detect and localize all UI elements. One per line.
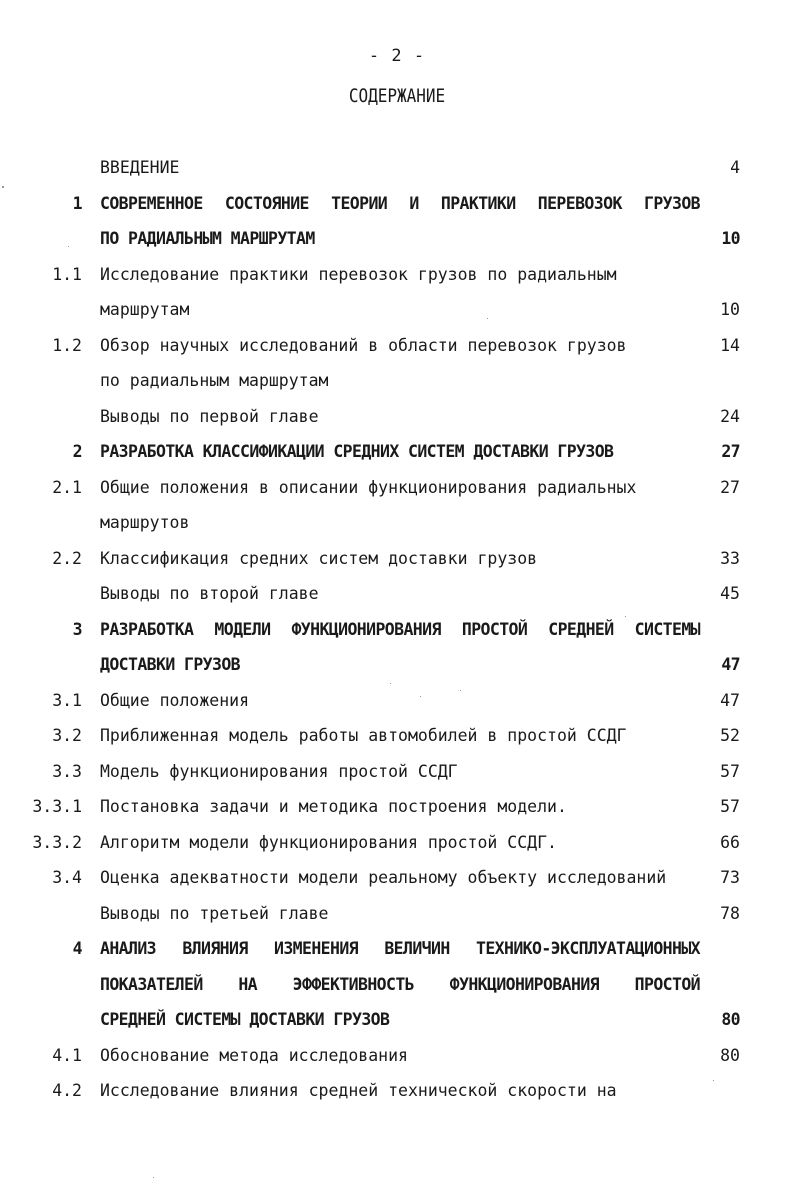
toc-entry-title: Алгоритм модели функционирования простой ССДГ. bbox=[100, 832, 557, 852]
toc-entry-number: 3.3.2 bbox=[32, 832, 82, 852]
toc-entry-title: ВВЕДЕНИЕ bbox=[100, 158, 180, 177]
toc-entry-number: 3.1 bbox=[52, 690, 82, 710]
toc-entry-title: Постановка задачи и методика построения модели. bbox=[100, 797, 567, 816]
scan-speck bbox=[390, 683, 391, 684]
toc-entry-page: 57 bbox=[720, 797, 740, 816]
toc-entry bbox=[0, 470, 794, 506]
toc-entry-title: Оценка адекватности модели реальному объекту исследований bbox=[100, 868, 667, 887]
scan-speck bbox=[153, 1177, 154, 1178]
toc-entry-title: Общие положения в описании функционирования радиальных bbox=[100, 477, 637, 497]
toc-entry-number: 3 bbox=[72, 619, 82, 639]
toc-entry-page: 45 bbox=[720, 584, 740, 603]
scan-speck bbox=[625, 616, 626, 617]
toc-entry-title: РАЗРАБОТКА КЛАССИФИКАЦИИ СРЕДНИХ СИСТЕМ ДОСТАВКИ ГРУЗОВ bbox=[100, 442, 614, 461]
toc-entry-number: 4.1 bbox=[52, 1045, 82, 1065]
toc-entry-page: 78 bbox=[720, 903, 740, 923]
toc-entry-number: 3.3.1 bbox=[32, 797, 82, 816]
toc-entry-page: 47 bbox=[720, 690, 740, 710]
toc-entry-title: Исследование влияния средней технической скорости на bbox=[100, 1081, 617, 1100]
toc-entry-title: Обоснование метода исследования bbox=[100, 1045, 408, 1065]
toc-entry bbox=[0, 541, 794, 577]
toc-entry bbox=[0, 647, 794, 683]
toc-entry-title: АНАЛИЗ ВЛИЯНИЯ ИЗМЕНЕНИЯ ВЕЛИЧИН ТЕХНИКО-ЭКСПЛУАТАЦИОННЫХ bbox=[100, 939, 700, 958]
toc-entry bbox=[0, 967, 794, 1003]
toc-entry-number: 2.1 bbox=[52, 477, 82, 497]
toc-entry-title: СРЕДНЕЙ СИСТЕМЫ ДОСТАВКИ ГРУЗОВ bbox=[100, 1010, 390, 1029]
toc-entry bbox=[0, 1002, 794, 1038]
toc-entry-number: 1.1 bbox=[52, 264, 82, 284]
toc-entry-page: 52 bbox=[720, 726, 740, 745]
toc-entry-title: Модель функционирования простой ССДГ bbox=[100, 761, 458, 781]
toc-entry-title: маршрутов bbox=[100, 513, 190, 532]
toc-entry bbox=[0, 363, 794, 399]
toc-entry bbox=[0, 328, 794, 364]
toc-entry-number: 4.2 bbox=[52, 1081, 82, 1100]
toc-entry-page: 14 bbox=[720, 335, 740, 355]
toc-entry bbox=[0, 896, 794, 932]
toc-entry-title: Выводы по второй главе bbox=[100, 584, 319, 603]
toc-entry-number: 2 bbox=[72, 442, 82, 461]
toc-entry bbox=[0, 150, 794, 186]
toc-entry-number: 2.2 bbox=[52, 548, 82, 568]
scan-speck bbox=[2, 186, 4, 188]
toc-entry bbox=[0, 257, 794, 293]
toc-entry-number: 3.3 bbox=[52, 761, 82, 781]
toc-entry-title: Выводы по первой главе bbox=[100, 406, 319, 426]
toc-entry-page: 27 bbox=[720, 477, 740, 497]
toc-entry-title: ДОСТАВКИ ГРУЗОВ bbox=[100, 655, 241, 674]
toc-entry-page: 73 bbox=[720, 868, 740, 887]
toc-entry-number: 3.2 bbox=[52, 726, 82, 745]
toc-entry-page: 24 bbox=[720, 406, 740, 426]
toc-entry-number: 4 bbox=[72, 939, 82, 958]
toc-entry bbox=[0, 434, 794, 470]
toc-entry-page: 47 bbox=[721, 655, 740, 674]
toc-entry-title: Исследование практики перевозок грузов по радиальным bbox=[100, 264, 617, 284]
toc-entry bbox=[0, 505, 794, 541]
toc-entry bbox=[0, 1038, 794, 1074]
toc-entry-page: 10 bbox=[720, 300, 740, 319]
toc-entry-page: 80 bbox=[720, 1045, 740, 1065]
toc-entry-number: 3.4 bbox=[52, 868, 82, 887]
toc-entry-title: Приближенная модель работы автомобилей в простой ССДГ bbox=[100, 726, 627, 745]
toc-entry bbox=[0, 186, 794, 222]
toc-entry bbox=[0, 292, 794, 328]
toc-entry bbox=[0, 683, 794, 719]
toc-entry bbox=[0, 789, 794, 825]
toc-entry-number: 1.2 bbox=[52, 335, 82, 355]
toc-entry-title: Выводы по третьей главе bbox=[100, 903, 329, 923]
toc-entry-title: по радиальным маршрутам bbox=[100, 371, 329, 390]
toc-entry bbox=[0, 612, 794, 648]
toc-entry-title: ПО РАДИАЛЬНЫМ МАРШРУТАМ bbox=[100, 229, 315, 248]
scan-speck bbox=[68, 246, 69, 247]
toc-entry-number: 1 bbox=[72, 193, 82, 213]
toc-entry-page: 66 bbox=[720, 832, 740, 852]
toc-entry bbox=[0, 860, 794, 896]
toc-title: СОДЕРЖАНИЕ bbox=[348, 84, 446, 107]
toc-entry-title: маршрутам bbox=[100, 300, 190, 319]
toc-entry-page: 27 bbox=[721, 442, 740, 461]
toc-entry bbox=[0, 825, 794, 861]
toc-entry bbox=[0, 718, 794, 754]
scan-speck bbox=[487, 318, 488, 319]
toc-entry bbox=[0, 1073, 794, 1109]
page-number: - 2 - bbox=[368, 46, 426, 66]
toc-entry-page: 4 bbox=[730, 158, 740, 177]
toc-entry-title: Обзор научных исследований в области перевозок грузов bbox=[100, 335, 627, 355]
toc-entry bbox=[0, 399, 794, 435]
toc-entry bbox=[0, 931, 794, 967]
toc-entry-title: РАЗРАБОТКА МОДЕЛИ ФУНКЦИОНИРОВАНИЯ ПРОСТОЙ СРЕДНЕЙ СИСТЕМЫ bbox=[100, 619, 700, 639]
toc-entry bbox=[0, 754, 794, 790]
table-of-contents bbox=[0, 150, 794, 1109]
toc-entry-title: ПОКАЗАТЕЛЕЙ НА ЭФФЕКТИВНОСТЬ ФУНКЦИОНИРОВАНИЯ ПРОСТОЙ bbox=[100, 974, 700, 994]
toc-entry-title: Классификация средних систем доставки грузов bbox=[100, 548, 538, 568]
scan-speck bbox=[460, 690, 461, 691]
toc-entry-title: Общие положения bbox=[100, 690, 250, 710]
scan-speck bbox=[713, 1080, 714, 1081]
toc-entry bbox=[0, 221, 794, 257]
toc-entry-page: 80 bbox=[721, 1010, 740, 1029]
toc-entry-page: 57 bbox=[720, 761, 740, 781]
scan-speck bbox=[420, 696, 421, 697]
toc-entry-page: 10 bbox=[721, 229, 740, 248]
toc-entry bbox=[0, 576, 794, 612]
toc-entry-page: 33 bbox=[720, 548, 740, 568]
toc-entry-title: СОВРЕМЕННОЕ СОСТОЯНИЕ ТЕОРИИ И ПРАКТИКИ ПЕРЕВОЗОК ГРУЗОВ bbox=[100, 193, 700, 213]
